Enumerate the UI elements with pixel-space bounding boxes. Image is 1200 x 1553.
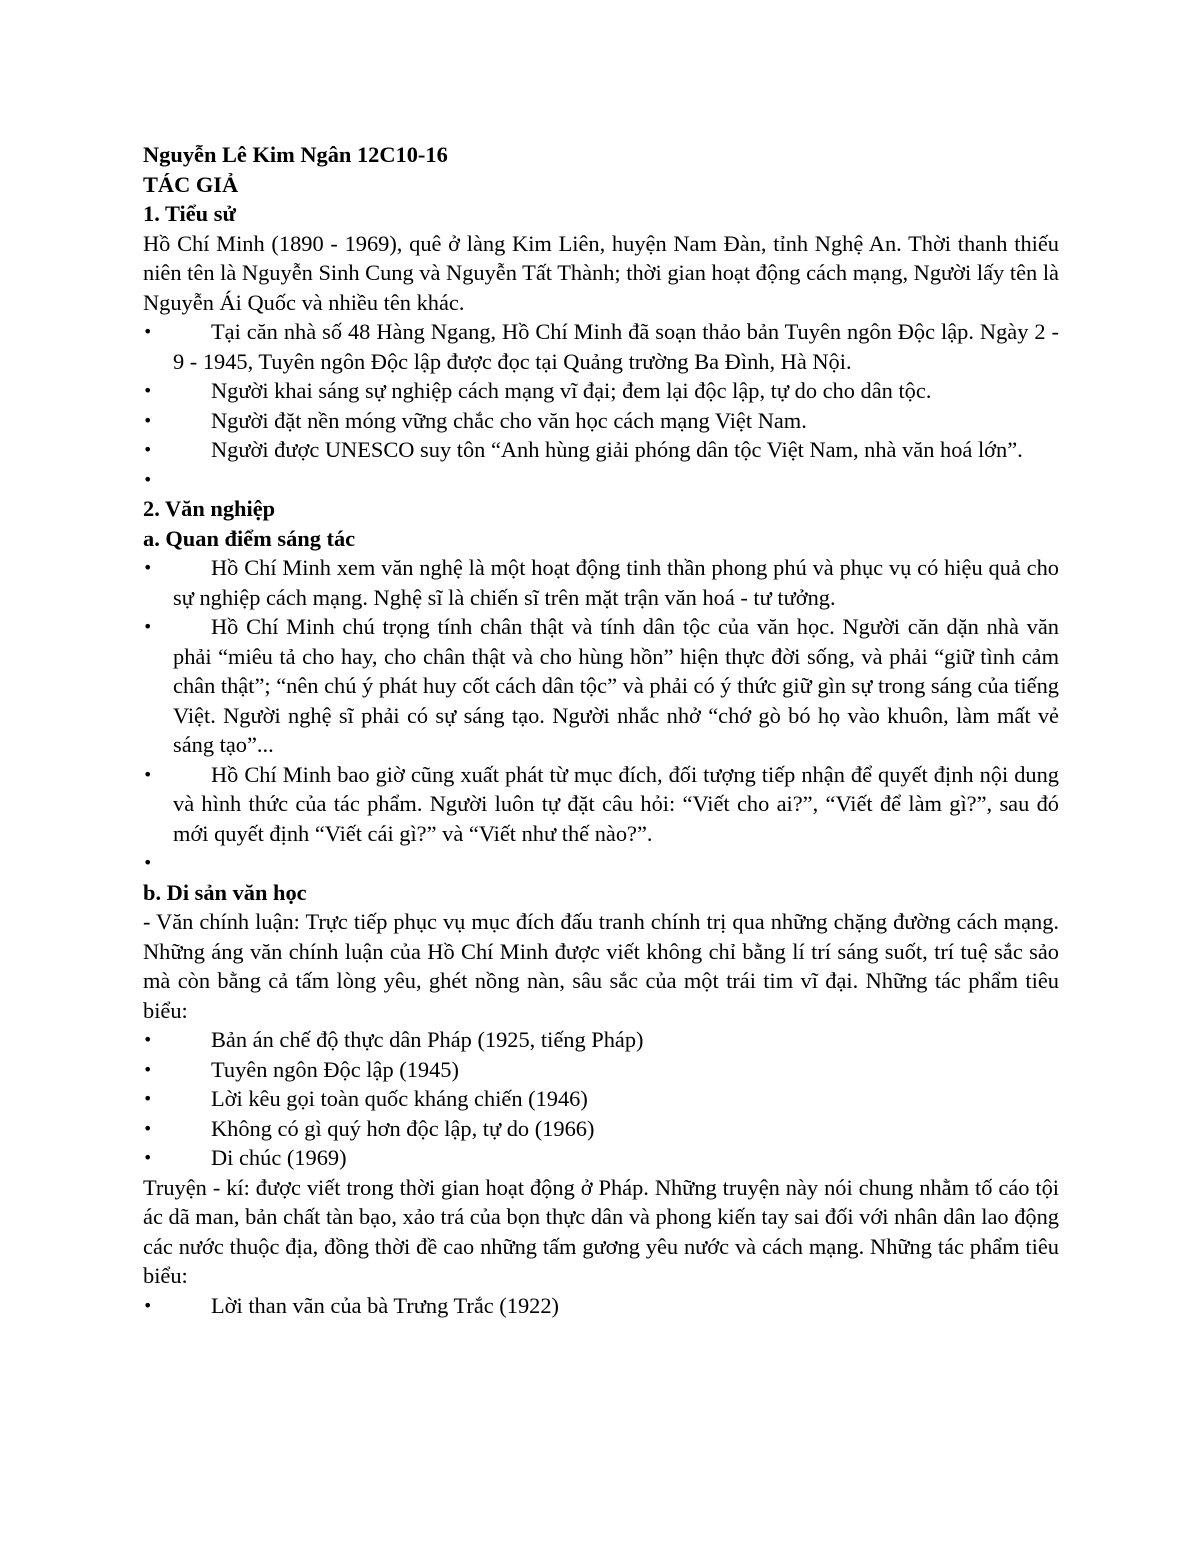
list-item-text: Hồ Chí Minh bao giờ cũng xuất phát từ mục đích, đối tượng tiếp nhận để quyết định nội dung và hình thức của tác phẩm. Người luôn tự đặt câu hỏi: “Viết cho ai?”, “Viết để làm gì?”, sau đó mới quyết định “Viết cái gì?” và “Viết như thế nào?”. — [173, 761, 1059, 846]
list-item-empty — [143, 465, 1059, 495]
story-works-list — [143, 1291, 1059, 1321]
document-page — [143, 140, 1059, 1320]
bullet-icon: • — [143, 410, 153, 430]
list-item — [143, 1291, 1059, 1321]
bullet-icon: • — [143, 1059, 153, 1079]
heading-di-san: b. Di sản văn học — [143, 879, 307, 905]
stories-memoirs-paragraph: Truyện - kí: được viết trong thời gian hoạt động ở Pháp. Những truyện này nói chung nhằm tố cáo tội ác dã man, bản chất tàn bạo, xảo trá của bọn thực dân và phong kiến tay sai đối với nhân dân lao động các nước thuộc địa, đồng thời đề cao những tấm gương yêu nước và cách mạng. Những tác phẩm tiêu biểu: — [143, 1174, 1059, 1288]
section-title: TÁC GIẢ — [143, 171, 239, 197]
bullet-icon: • — [143, 558, 153, 577]
list-item-text: Người đặt nền móng vững chắc cho văn học cách mạng Việt Nam. — [211, 407, 807, 433]
bio-bullet-list — [143, 317, 1059, 494]
list-item-text: Không có gì quý hơn độc lập, tự do (1966) — [211, 1115, 595, 1141]
list-item — [143, 612, 1059, 760]
list-item — [143, 1114, 1059, 1144]
list-item-text: Tại căn nhà số 48 Hàng Ngang, Hồ Chí Minh đã soạn thảo bản Tuyên ngôn Độc lập. Ngày 2 - 9 - 1945, Tuyên ngôn Độc lập được đọc tại Quảng trường Ba Đình, Hà Nội. — [173, 319, 1059, 374]
list-item-text: Lời than vãn của bà Trưng Trắc (1922) — [211, 1292, 559, 1318]
viewpoint-bullet-list — [143, 553, 1059, 878]
list-item — [143, 406, 1059, 436]
list-item — [143, 376, 1059, 406]
list-item-text — [173, 465, 1059, 495]
heading-van-nghiep: 2. Văn nghiệp — [143, 496, 276, 521]
bullet-icon: • — [143, 1030, 153, 1049]
bullet-icon: • — [143, 1089, 153, 1108]
list-item — [143, 1025, 1059, 1055]
heading-tieu-su: 1. Tiểu sử — [143, 201, 236, 226]
list-item — [143, 435, 1059, 465]
bullet-icon: • — [143, 381, 153, 400]
list-item-text: Tuyên ngôn Độc lập (1945) — [211, 1056, 459, 1082]
list-item-text: Di chúc (1969) — [211, 1145, 347, 1170]
bullet-icon: • — [143, 1295, 153, 1315]
list-item — [143, 1084, 1059, 1114]
list-item-text: Hồ Chí Minh chú trọng tính chân thật và tính dân tộc của văn học. Người căn dặn nhà văn phải “miêu tả cho hay, cho chân thật và cho hùng hồn” hiện thực đời sống, và phải “giữ tình cảm chân thật”; “nên chú ý phát huy cốt cách dân tộc” và phải có ý thức giữ gìn sự trong sáng của tiếng Việt. Người nghệ sĩ phải có sự sáng tạo. Người nhắc nhở “chớ gò bó họ vào khuôn, làm mất vẻ sáng tạo”... — [173, 614, 1059, 757]
bullet-icon: • — [143, 440, 153, 459]
bio-intro-paragraph: Hồ Chí Minh (1890 - 1969), quê ở làng Kim Liên, huyện Nam Đàn, tỉnh Nghệ An. Thời thanh thiếu niên tên là Nguyễn Sinh Cung và Nguyễn Tất Thành; thời gian hoạt động cách mạng, Người lấy tên là Nguyễn Ái Quốc và nhiều tên khác. — [143, 230, 1059, 315]
heading-quan-diem: a. Quan điểm sáng tác — [143, 525, 356, 551]
list-item-empty — [143, 848, 1059, 878]
bullet-icon: • — [143, 1148, 153, 1167]
student-name-line: Nguyễn Lê Kim Ngân 12C10-16 — [143, 142, 448, 167]
list-item-text: Người được UNESCO suy tôn “Anh hùng giải phóng dân tộc Việt Nam, nhà văn hoá lớn”. — [211, 437, 1023, 462]
bullet-icon: • — [143, 853, 153, 872]
bullet-icon: • — [143, 764, 153, 784]
list-item — [143, 317, 1059, 376]
list-item — [143, 1055, 1059, 1085]
list-item-text: Hồ Chí Minh xem văn nghệ là một hoạt động tinh thần phong phú và phục vụ có hiệu quả cho sự nghiệp cách mạng. Nghệ sĩ là chiến sĩ trên mặt trận văn hoá - tư tưởng. — [173, 555, 1059, 610]
bullet-icon: • — [143, 617, 153, 636]
list-item — [143, 760, 1059, 849]
bullet-icon: • — [143, 1118, 153, 1138]
list-item — [143, 553, 1059, 612]
bullet-icon: • — [143, 469, 153, 489]
list-item-text — [173, 848, 1059, 878]
bullet-icon: • — [143, 322, 153, 341]
list-item-text: Bản án chế độ thực dân Pháp (1925, tiếng Pháp) — [211, 1027, 644, 1052]
list-item-text: Lời kêu gọi toàn quốc kháng chiến (1946) — [211, 1086, 588, 1111]
essay-works-list — [143, 1025, 1059, 1173]
political-essay-paragraph: - Văn chính luận: Trực tiếp phục vụ mục đích đấu tranh chính trị qua những chặng đường cách mạng. Những áng văn chính luận của Hồ Chí Minh được viết không chỉ bằng lí trí sáng suốt, trí tuệ sắc sảo mà còn bằng cả tấm lòng yêu, ghét nồng nàn, sâu sắc của một trái tim vĩ đại. Những tác phẩm tiêu biểu: — [143, 909, 1059, 1023]
list-item — [143, 1143, 1059, 1173]
list-item-text: Người khai sáng sự nghiệp cách mạng vĩ đại; đem lại độc lập, tự do cho dân tộc. — [211, 378, 932, 403]
